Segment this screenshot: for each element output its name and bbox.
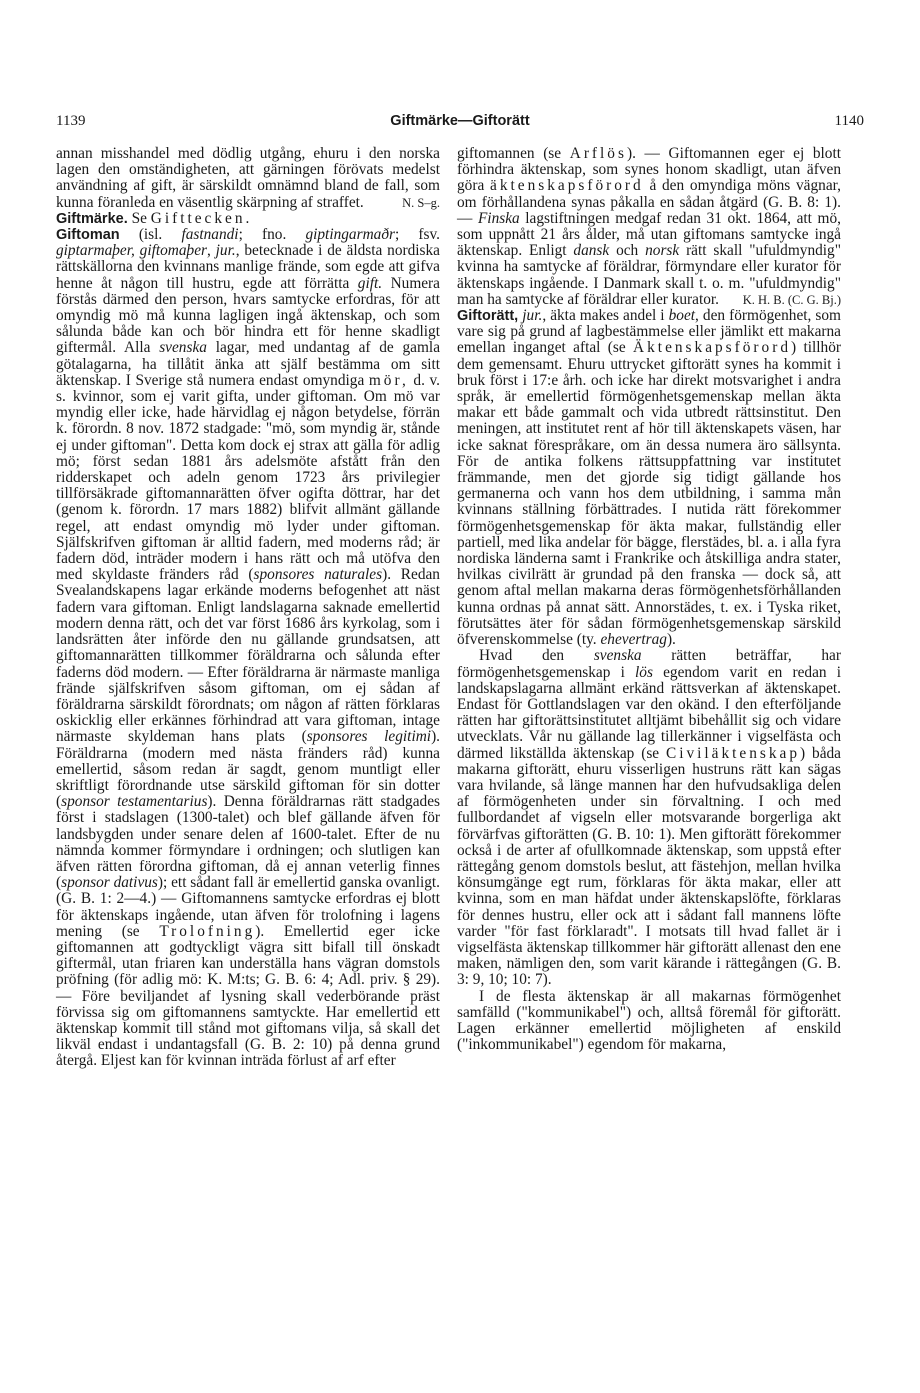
left-column [56, 146, 440, 1070]
headword: Giftorätt, [457, 308, 519, 325]
entry-giftmarke: Giftmärke. Se Gifttecken. [56, 209, 253, 227]
author-signature: K. H. B. (C. G. Bj.) [742, 292, 841, 307]
cross-reference: Civiläktenskap [665, 744, 801, 762]
page-header [56, 113, 864, 137]
page-number-left: 1139 [56, 113, 86, 129]
page-number-right: 1140 [834, 113, 864, 129]
cross-reference: Trolofning [159, 922, 256, 940]
right-column [457, 146, 841, 1053]
entry-giftoman: Giftoman (isl. fastnandi; fno. giptingarmaðr; fsv. giptarmaþer, giftomaþer, jur., betecknade i de äldsta nordiska rättskällorna den kvinnans manlige frände, som egde att gifva henne åt någon till hustru, egde att förrätta gift. Numera förstås därmed den person, hvars samtycke erfordras, för att omyndig mö må kunna lagligen ingå äktenskap, och som sålunda både kan och bör hindra ett för henne skadligt giftermål. Alla svenska lagar, med undantag af de gamla götalagarna, ha tillåtit änka att själf bestämma om sitt äktenskap. I Sverige stå numera endast omyndiga mör, d. v. s. kvinnor, som ej varit gifta, under giftoman. Om mö var myndig eller icke, hade härvidlag ej någon betydelse, förrän k. förordn. 8 nov. 1872 stadgade: "mö, som myndig är, stånde ej under giftoman". Detta kom dock ej strax att gälla för adlig mö; först sedan 1881 års adelsmöte afstått från den ridderskapet och adeln genom 1723 års privilegier tillförsäkrade giftomannarätten öfver ogifta döttrar, har det (genom k. förordn. 17 mars 1882) blifvit allmänt gällande regel, att endast omyndig mö lyder under giftoman. Själfskrifven giftoman är alltid fadern, med moderns råd; är fadern död, inträder modern i hans rätt och må utöfva den med skyldaste fränders råd (sponsores naturales). Redan Svealandskapens lagar erkände moderns befogenhet att näst fadern vara giftoman. Enligt landslagarna saknade emellertid modern denna rätt, och det var först 1686 års kyrkolag, som i landsrätten åter införde den nu gällande grundsatsen, att giftomannarätten tillkommer föräldrarna och sålunda efter faderns död modern. — Efter föräldrarna är närmaste manliga frände själfskrifven såsom giftoman, om ej sådan af föräldrarna särskildt förordnats; om någon af rätten förklaras oskicklig eller erkännes förhindrad att vara giftoman, intage närmaste skyldeman hans plats (sponsores legitimi). Föräldrarna (modern med nästa fränders råd) kunna emellertid, såsom redan är sagdt, genom muntligt eller skriftligt förordnande utse särskild giftoman för sin dotter (sponsor testamentarius). Denna föräldrarnas rätt stadgades först i stadslagen (1300-talet) och blef gällande äfven för landsbygden under senare delen af 1600-talet. Efter de nu nämnda kommer förmyndare i ordningen; och slutligen kan äfven rätten förordna giftoman, då ej annan veterlig finnes (sponsor dativus); ett sådant fall är emellertid ganska ovanligt. (G. B. 1: 2—4.) — Giftomannens samtycke erfordras ej blott för äktenskaps ingående, utan äfven för trolofning i lagens mening (se Trolofning). Emellertid eger icke giftomannen att godtyckligt vägra sitt bifall till önskadt giftermål, utan friaren kan underställa hans vägran domstols pröfning (för adlig mö: K. M:ts; G. B. 6: 4; Adl. priv. § 29). — Före beviljandet af lysning skall vederbörande präst förvissa sig om giftomannens samtyckte. Har emellertid ett äktenskap kommit till stånd mot giftomans vilja, så skall det likväl endast i undantagsfall (G. B. 2: 10) på denna grund återgå. Eljest kan för kvinnan inträda förlust af arf efter [56, 226, 441, 1070]
headword: Giftmärke. [56, 210, 128, 227]
cross-reference: Arflös [569, 145, 627, 162]
paragraph-continued: annan misshandel med dödlig utgång, ehuru i den norska lagen den omständigheten, att gärningen förövats medelst användning af gift, är särskildt omnämnd bland de fall, som kunna föranleda en väsentlig skärpning af straffet. N. S–g. [56, 145, 440, 211]
cross-reference: Gifttecken. [150, 209, 253, 227]
cross-reference: Äktenskapsförord [633, 339, 791, 357]
running-head: Giftmärke—Giftorätt [390, 113, 530, 129]
paragraph: I de flesta äktenskap är all makarnas förmögenhet samfälld ("kommunikabel") och, alltså föremål för giftorätt. Lagen erkänner emellertid möjligheten af enskild ("inkommunikabel") egendom för makarna, [457, 987, 841, 1054]
entry-giftoratt: Giftorätt, jur., äkta makes andel i boet, den förmögenhet, som vare sig på grund af lagbestämmelse eller jämlikt ett makarna emellan inganget aftal (se Äktenskapsförord) tillhör dem gemensamt. Ehuru uttrycket giftorätt synes ha kommit i bruk först i 17:e årh. och icke har direkt motsvarighet i andra språk, är emellertid förmögenhetsgemenskap mellan äkta makar ett både gammalt och vida utbredt rättsinstitut. Den meningen, att institutet rent af hör till äktenskapets väsen, har icke saknat förespråkare, om än dessa numera äro sällsynta. För de antika folkens rättsuppfattning var institutet främmande, men det gjorde sig tidigt gällande hos germanerna och vann hos dem utbildning, i samma mån kvinnans ställning förbättrades. I nutida rätt förekommer förmögenhetsgemenskap för äkta makar, fullständig eller partiell, med lika andelar för bägge, flerstädes, bl. a. i alla fyra nordiska länderna samt i Frankrike och åtskilliga andra stater, hvilkas civilrätt är grundad på den franska — dock så, att genom aftal mellan makarna deras förmögenhetsförhållanden kunna ordnas på annat sätt. Annorstädes, t. ex. i Tyska riket, förutsättes äter för sådan förmögenhetsgemenskap särskild öfverenskommelse (ty. ehevertrag). [457, 307, 841, 649]
headword: Giftoman [56, 227, 120, 244]
paragraph-continued: giftomannen (se Arflös). — Giftomannen eger ej blott förhindra äktenskap, som synes honom skadligt, utan äfven göra äktenskapsförord å den omyndiga möns vägnar, om förhållandena synas påkalla en sådan åtgärd (G. B. 8: 1). — Finska lagstiftningen medgaf redan 31 okt. 1864, att mö, som uppnått 21 års ålder, må utan giftomans samtycke ingå äktenskap. Enligt dansk och norsk rätt skall "ufuldmyndig" kvinna ha samtycke af föräldrar, förmyndare eller kurator för äktenskaps ingående. I Danmark skall t. o. m. "ufuldmyndig" man ha samtycke af föräldrar eller kurator. K. H. B. (C. G. Bj.) [457, 145, 841, 308]
cross-reference: äktenskapsförord [490, 177, 644, 195]
paragraph: Hvad den svenska rätten beträffar, har förmögenhetsgemenskap i lös egendom varit en redan i landskapslagarna allmänt erkänd rättsverkan af äktenskapet. Endast för Gottlandslagen var den okänd. I den efterföljande rätten har giftorättsinstitutet alltjämt bibehållit sig och vidare utvecklats. Vår nu gällande lag tillerkänner i vigselfästa och därmed likställda äktenskap (se Civiläktenskap) båda makarna giftorätt, ehuru visserligen hustruns rätt kan sägas vara hvilande, så länge mannen har den hufvudsakliga delen af förmögenheten under sin förvaltning. I och med fullbordandet af vigseln eller motsvarande borgerliga akt förvärfvas giftorätten (G. B. 10: 1). Men giftorätt förekommer också i de arter af ofullkomnade äktenskap, som uppstå efter rättegång genom domstols beslut, att fästehjon, mellan hvilka könsumgänge egt rum, förklaras för äkta makar, eller att kvinna, som en man häfdat under äktenskapslöfte, förklaras för dennes hustru, eller ock att i sådant fall mannens löfte varder "för fast förklaradt". I motsats till hvad fallet är i vigselfästa äktenskap tillkommer här giftorätt allenast den ene maken, nämligen den, som varit kärande i rättegången (G. B. 3: 9, 10; 10: 7). [457, 647, 842, 989]
author-signature: N. S–g. [402, 195, 440, 210]
